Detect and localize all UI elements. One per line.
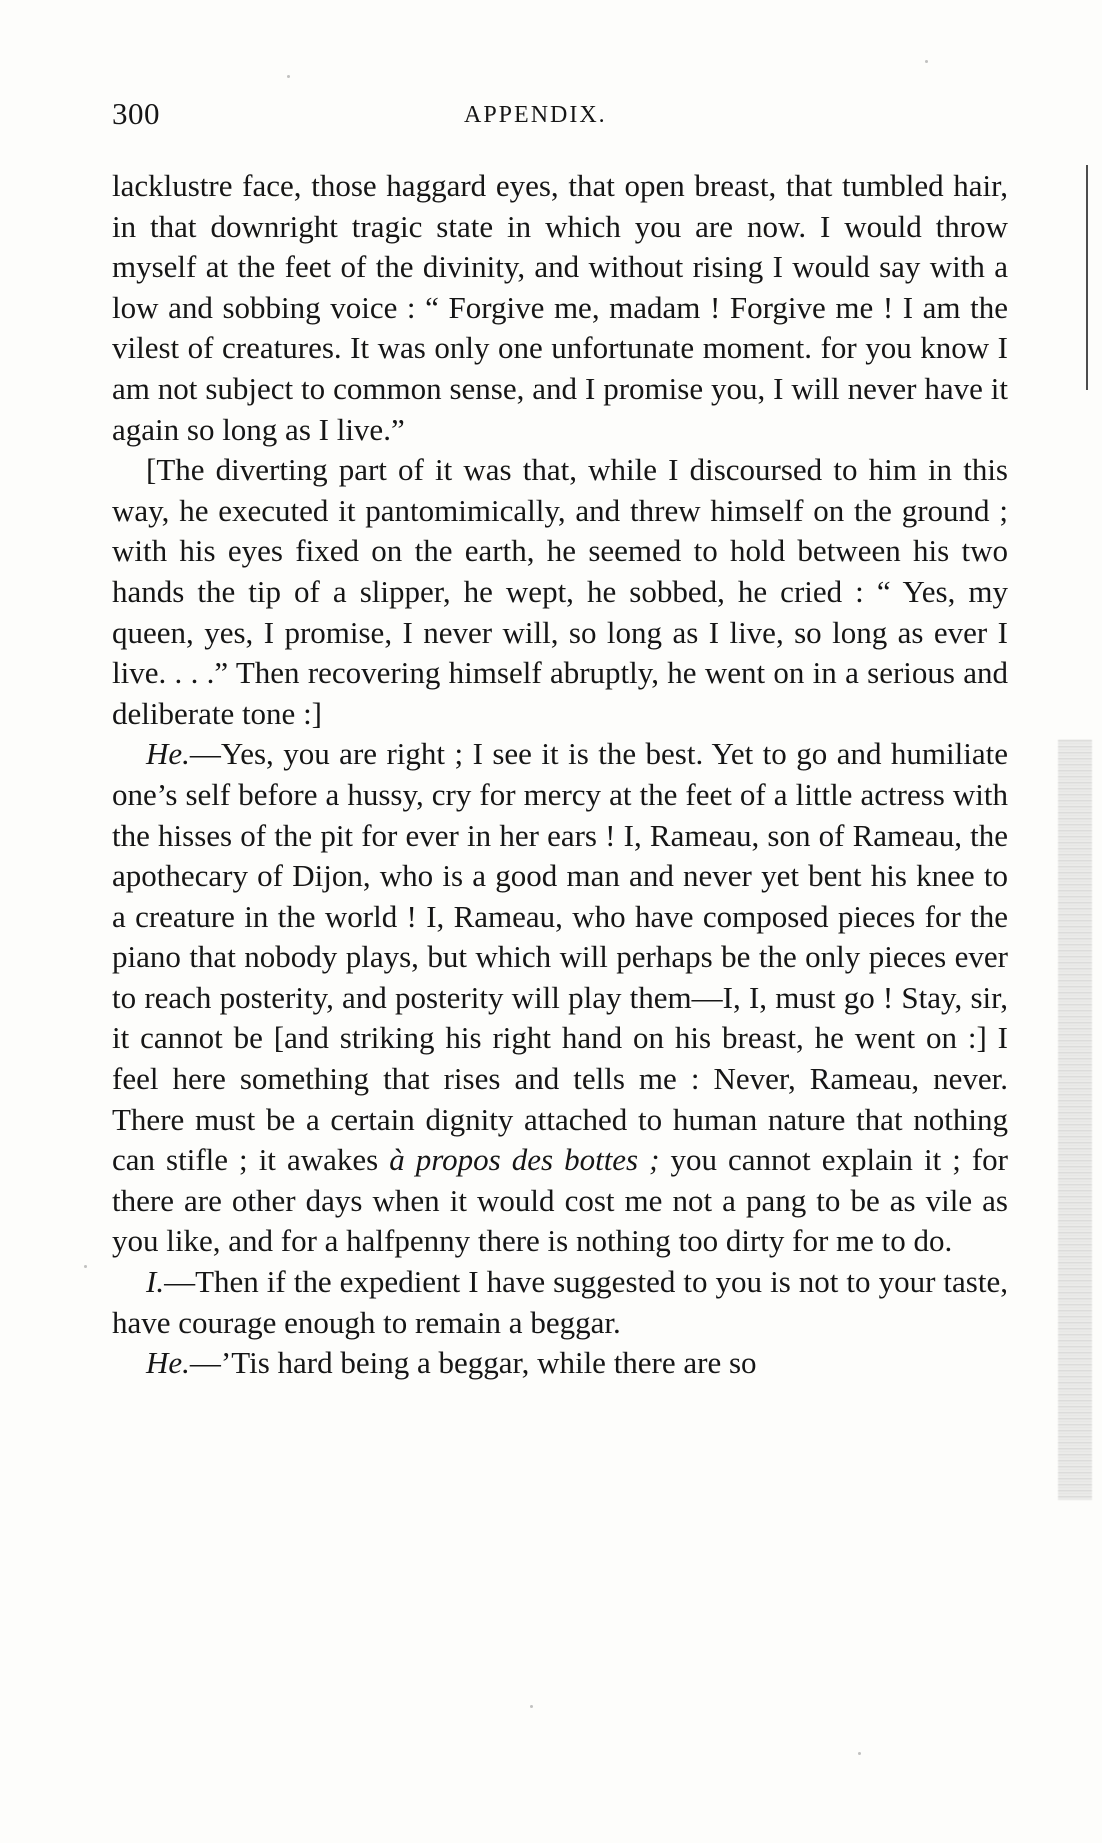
paper-speck [925,60,928,63]
paper-speck [84,1265,87,1268]
binding-shadow [1058,740,1092,1500]
body-text [112,166,1008,1384]
page-header [112,96,1008,136]
paragraph-2: [The diverting part of it was that, while I discoursed to him in this way, he executed it pantomimically, and threw himself on the ground ; with his eyes fixed on the earth, he seemed to hold between his two hands the tip of a slipper, he wept, he sobbed, he cried : “ Yes, my queen, yes, I promise, I never will, so long as I live, so long as ever I live. . . .” Then recovering himself abruptly, he went on in a serious and deliberate tone :] [112,452,1008,731]
speaker-label: He. [146,1345,190,1381]
running-head: APPENDIX. [464,102,607,128]
speaker-label: He. [146,736,190,772]
paragraph-3 [112,734,1008,1262]
paragraph-1: lacklustre face, those haggard eyes, that open breast, that tumbled hair, in that downright tragic state in which you are now. I would throw myself at the feet of the divinity, and without rising I would say with a low and sobbing voice : “ Forgive me, madam ! Forgive me ! I am the vilest of creatures. It was only one unfortunate moment. for you know I am not subject to common sense, and I promise you, I will never have it again so long as I live.” [112,168,1008,447]
paragraph-3-text-part-2: you cannot explain it ; for there are other days when it would cost me not a pang to be as vile as you like, and for a halfpenny there is nothing too dirty for me to do. [112,1142,1008,1259]
italic-phrase: à propos des bottes ; [389,1142,660,1178]
paper-speck [530,1705,533,1708]
paper-speck [858,1752,861,1755]
paper-speck [287,75,290,78]
paragraph-4-text: —Then if the expedient I have suggested to you is not to your taste, have courage enough to remain a beggar. [112,1264,1008,1340]
speaker-label: I. [146,1264,165,1300]
margin-line [1086,165,1088,390]
page-number: 300 [112,96,160,131]
paragraph-4 [112,1262,1008,1343]
paragraph-3-text-part-1: —Yes, you are right ; I see it is the best. Yet to go and humiliate one’s self before a hussy, cry for mercy at the feet of a little actress with the hisses of the pit for ever in her ears ! I, Rameau, son of Rameau, the apothecary of Dijon, who is a good man and never yet bent his knee to a creature in the world ! I, Rameau, who have composed pieces for the piano that nobody plays, but which will perhaps be the only pieces ever to reach posterity, and posterity will play them—I, I, must go ! Stay, sir, it cannot be [and striking his right hand on his breast, he went on :] I feel here something that rises and tells me : Never, Rameau, never. There must be a certain dignity attached to human nature that nothing can stifle ; it awakes [112,736,1008,1178]
paragraph-5-text: —’Tis hard being a beggar, while there are so [189,1345,757,1381]
paragraph-5 [112,1343,1008,1384]
